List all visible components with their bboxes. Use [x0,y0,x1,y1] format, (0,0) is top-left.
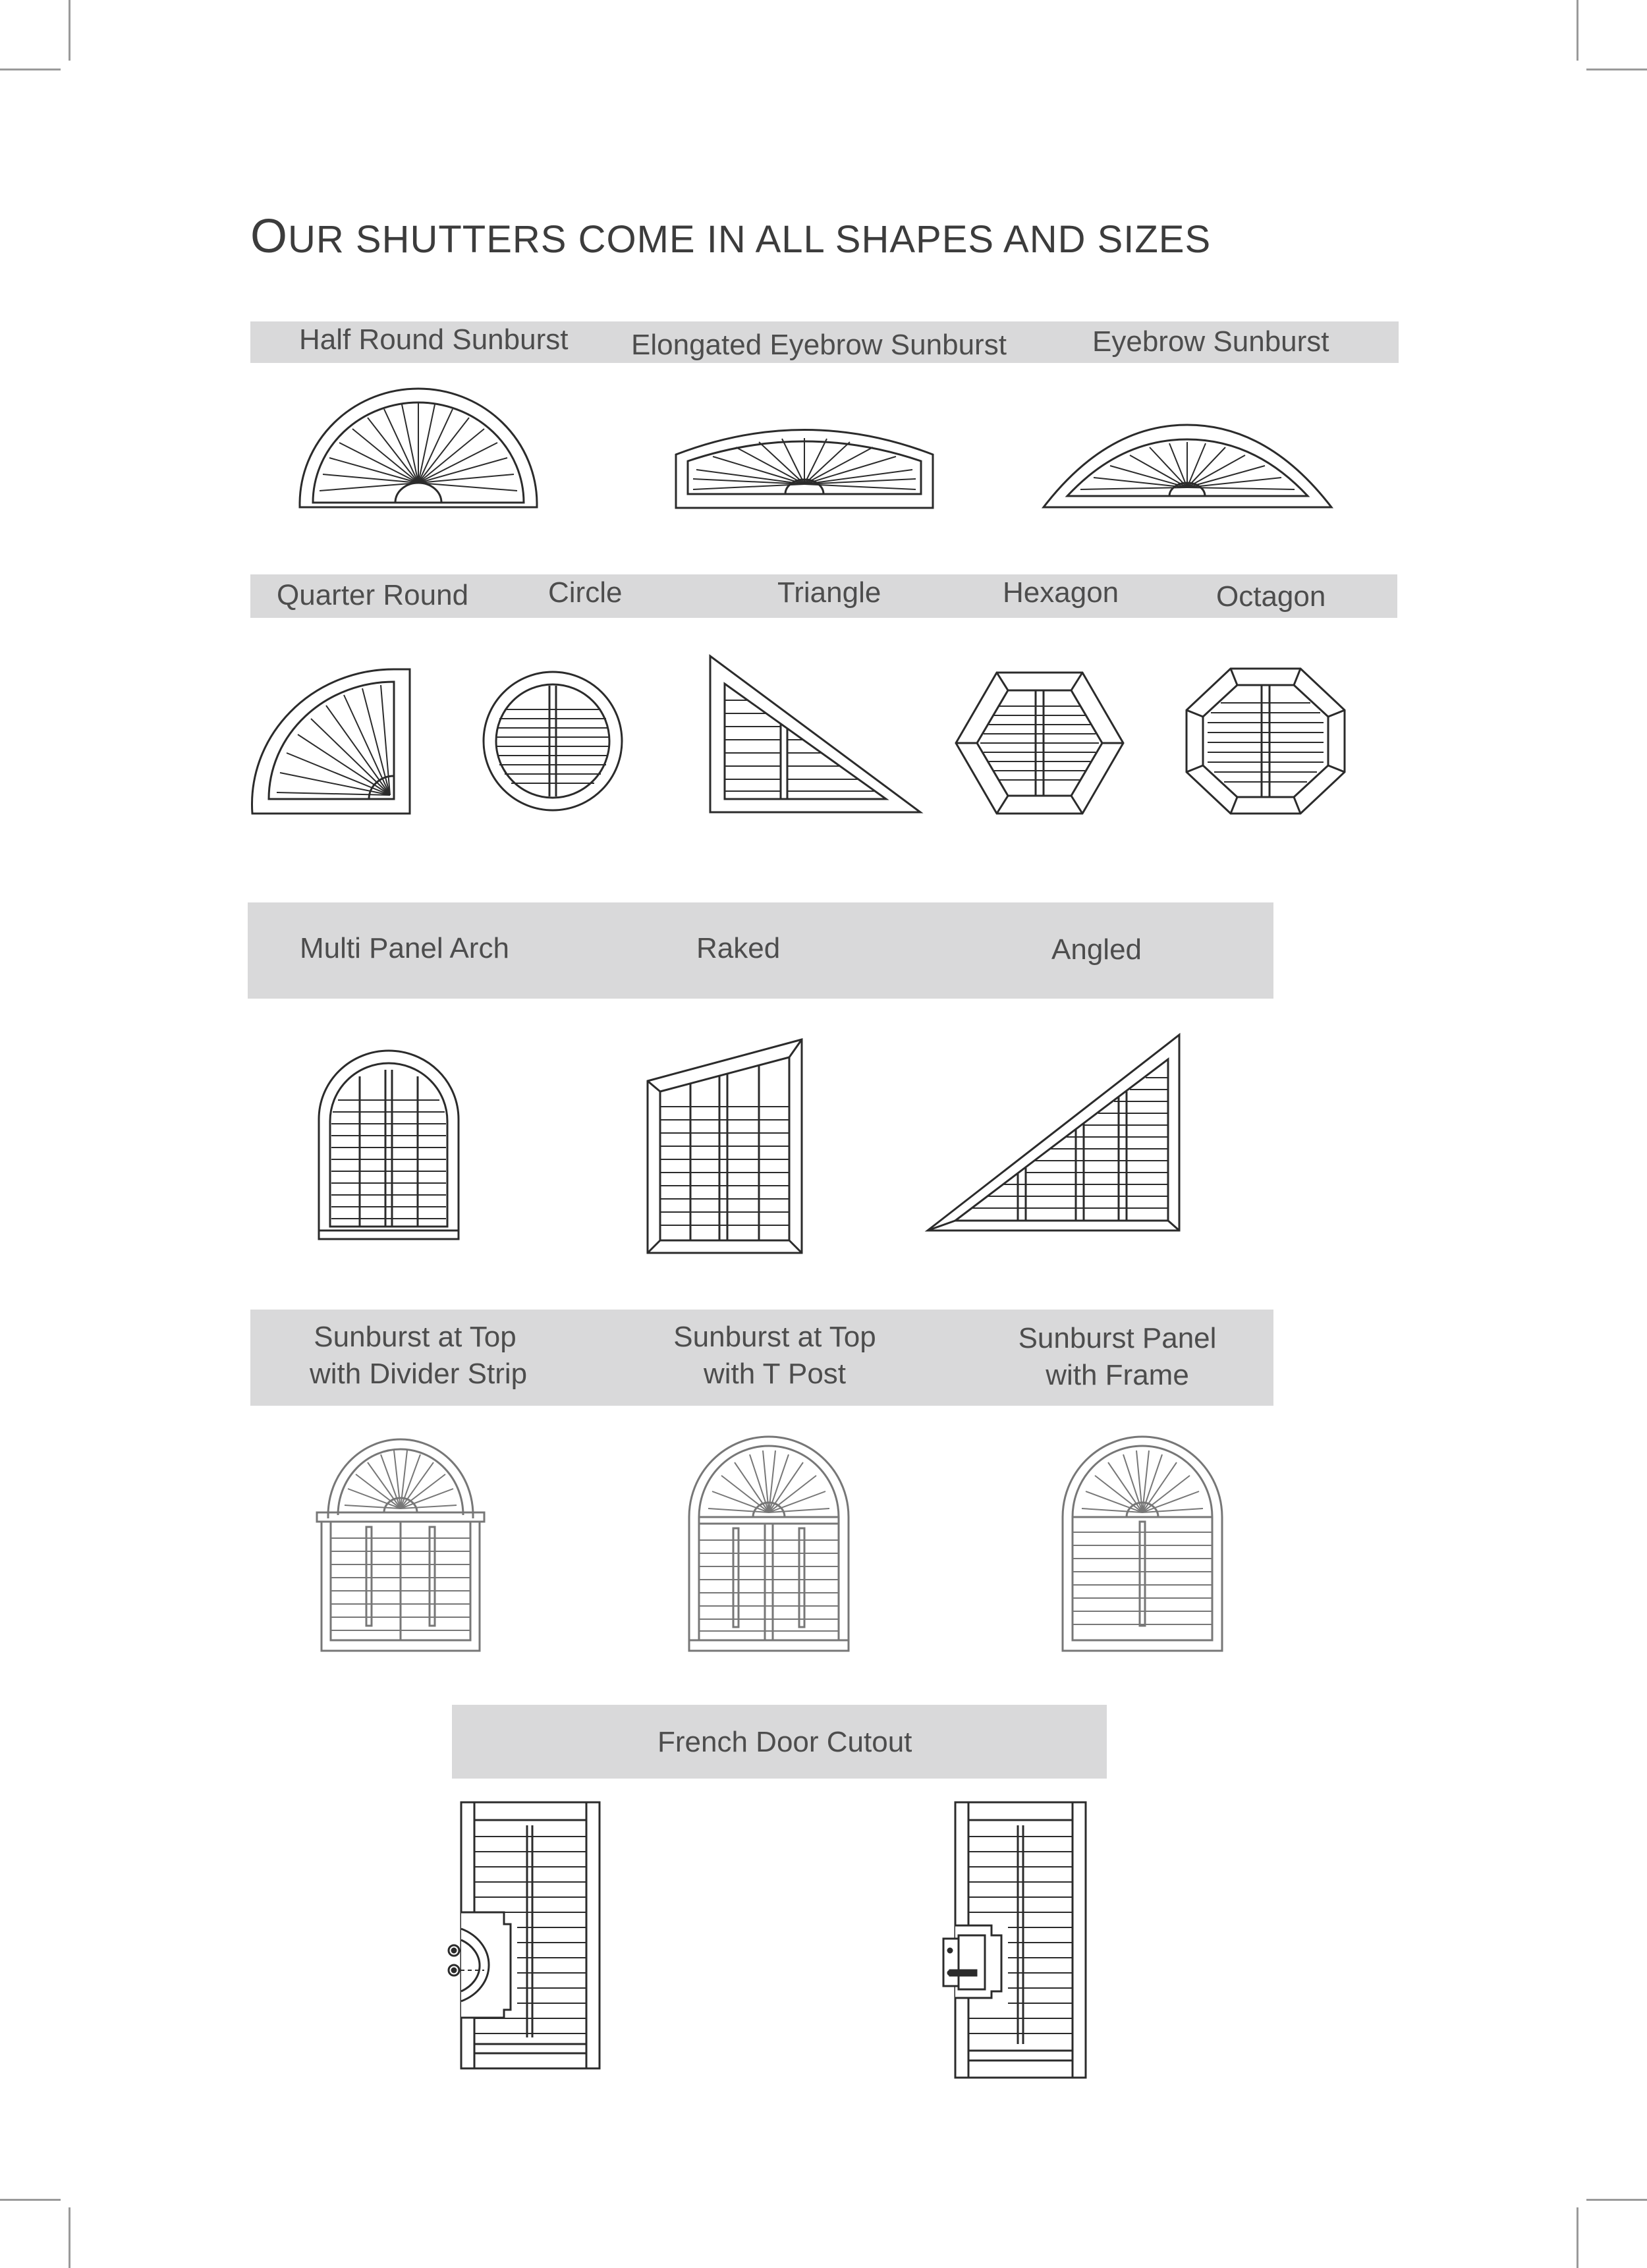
multi-panel-arch-drawing [317,1049,461,1241]
circle-drawing [482,670,624,812]
elongated-eyebrow-sunburst-drawing [673,418,935,511]
crop-mark [69,0,70,61]
triangle-drawing [708,654,922,816]
label-sunburst-t-post: Sunburst at Top with T Post [673,1321,876,1390]
crop-mark [1586,69,1647,70]
label-sunburst-divider-strip: Sunburst at Top with Divider Strip [310,1321,528,1390]
eyebrow-sunburst-drawing [1041,425,1334,511]
crop-mark [0,2199,61,2201]
sunburst-t-post-drawing [687,1435,851,1653]
angled-drawing [926,1033,1181,1234]
crop-mark [1586,2199,1647,2201]
label-triangle: Triangle [777,576,881,609]
hexagon-drawing [954,671,1125,816]
french-door-cutout-right-drawing [939,1800,1087,2080]
raked-drawing [646,1037,804,1255]
crop-mark [0,69,61,70]
label-elongated-eyebrow-sunburst: Elongated Eyebrow Sunburst [631,329,1007,361]
label-french-door-cutout: French Door Cutout [657,1726,912,1758]
half-round-sunburst-drawing [296,385,540,511]
label-octagon: Octagon [1216,580,1326,613]
label-sunburst-panel-frame: Sunburst Panel with Frame [1018,1322,1217,1391]
label-quarter-round: Quarter Round [277,579,469,611]
crop-mark [1577,0,1578,61]
sunburst-divider-strip-drawing [315,1436,486,1653]
page-title: OUR SHUTTERS COME IN ALL SHAPES AND SIZES [250,210,1212,263]
french-door-cutout-left-drawing [445,1800,601,2070]
label-eyebrow-sunburst: Eyebrow Sunburst [1092,325,1329,358]
crop-mark [1577,2207,1578,2268]
label-angled: Angled [1051,933,1142,966]
quarter-round-drawing [250,667,412,816]
label-circle: Circle [548,576,623,609]
label-multi-panel-arch: Multi Panel Arch [300,932,509,964]
crop-mark [69,2207,70,2268]
label-hexagon: Hexagon [1003,576,1119,609]
label-raked: Raked [696,932,781,964]
sunburst-panel-frame-drawing [1061,1435,1224,1653]
label-half-round-sunburst: Half Round Sunburst [299,323,569,356]
octagon-drawing [1185,667,1347,816]
